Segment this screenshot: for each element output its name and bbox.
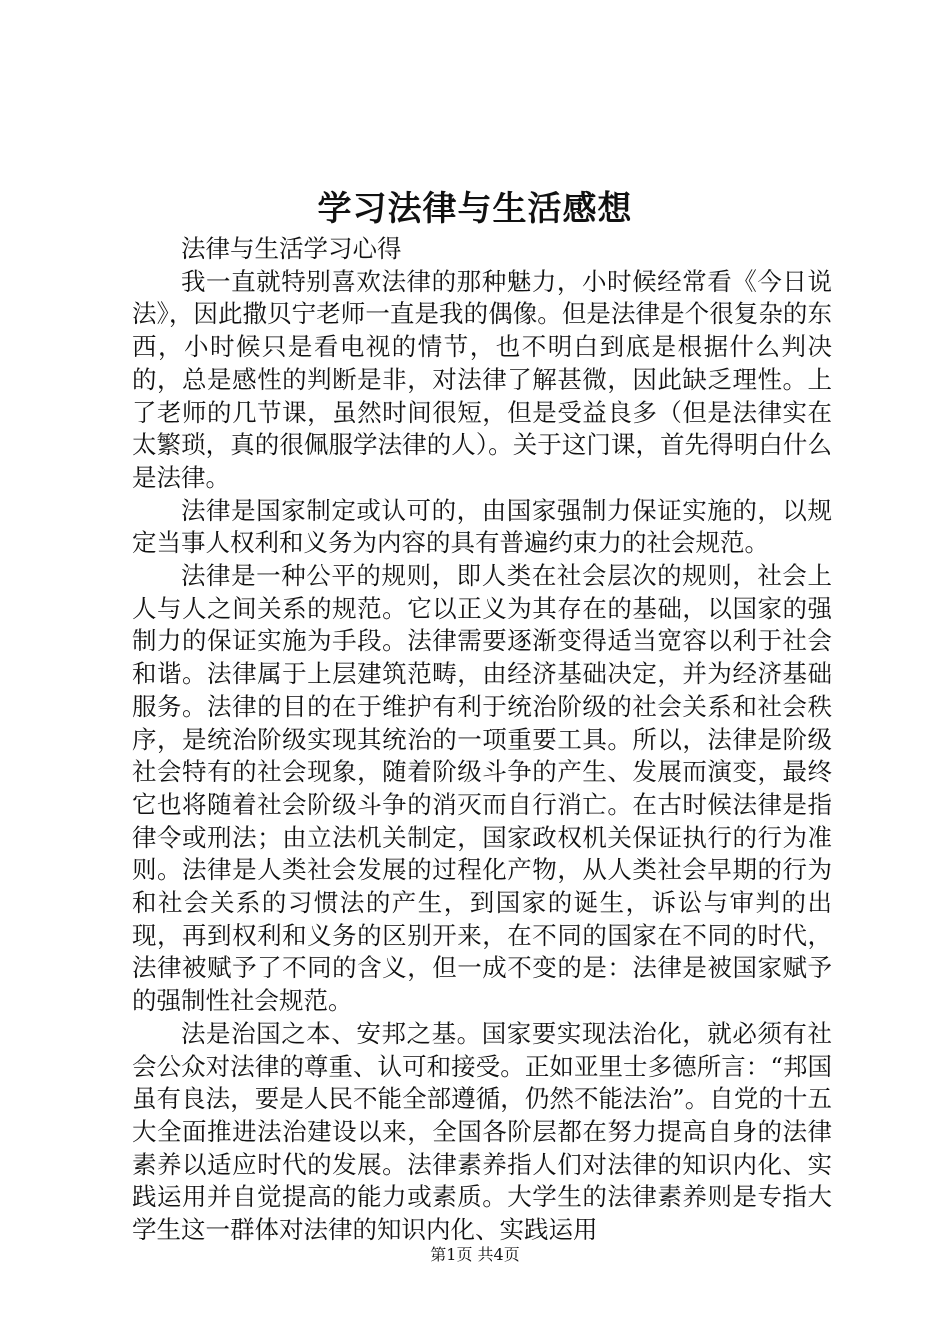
document-body (132, 233, 832, 1247)
page-number-footer: 第1页 共4页 (430, 1245, 520, 1264)
body-paragraph: 法律是国家制定或认可的，由国家强制力保证实施的，以规定当事人权利和义务为内容的具有普遍约束力的社会规范。 (132, 495, 832, 558)
body-paragraph: 法是治国之本、安邦之基。国家要实现法治化，就必须有社会公众对法律的尊重、认可和接受。正如亚里士多德所言：“邦国虽有良法，要是人民不能全部遵循，仍然不能法治”。自党的十五大全面推进法治建设以来，全国各阶层都在努力提高自身的法律素养以适应时代的发展。法律素养指人们对法律的知识内化、实践运用并自觉提高的能力或素质。大学生的法律素养则是专指大学生这一群体对法律的知识内化、实践运用 (132, 1018, 832, 1245)
body-paragraph: 法律是一种公平的规则，即人类在社会层次的规则，社会上人与人之间关系的规范。它以正义为其存在的基础，以国家的强制力的保证实施为手段。法律需要逐渐变得适当宽容以利于社会和谐。法律属于上层建筑范畴，由经济基础决定，并为经济基础服务。法律的目的在于维护有利于统治阶级的社会关系和社会秩序，是统治阶级实现其统治的一项重要工具。所以，法律是阶级社会特有的社会现象，随着阶级斗争的产生、发展而演变，最终它也将随着社会阶级斗争的消灭而自行消亡。在古时候法律是指律令或刑法；由立法机关制定，国家政权机关保证执行的行为准则。法律是人类社会发展的过程化产物，从人类社会早期的行为和社会关系的习惯法的产生，到国家的诞生，诉讼与审判的出现，再到权利和义务的区别开来，在不同的国家在不同的时代，法律被赋予了不同的含义，但一成不变的是：法律是被国家赋予的强制性社会规范。 (132, 561, 832, 1016)
document-subtitle: 法律与生活学习心得 (181, 234, 402, 263)
body-paragraph: 我一直就特别喜欢法律的那种魅力，小时候经常看《今日说法》，因此撒贝宁老师一直是我的偶像。但是法律是个很复杂的东西，小时候只是看电视的情节，也不明白到底是根据什么判决的，总是感性的判断是非，对法律了解甚微，因此缺乏理性。上了老师的几节课，虽然时间很短，但是受益良多（但是法律实在太繁琐，真的很佩服学法律的人）。关于这门课，首先得明白什么是法律。 (132, 266, 832, 492)
document-title: 学习法律与生活感想 (317, 189, 633, 229)
